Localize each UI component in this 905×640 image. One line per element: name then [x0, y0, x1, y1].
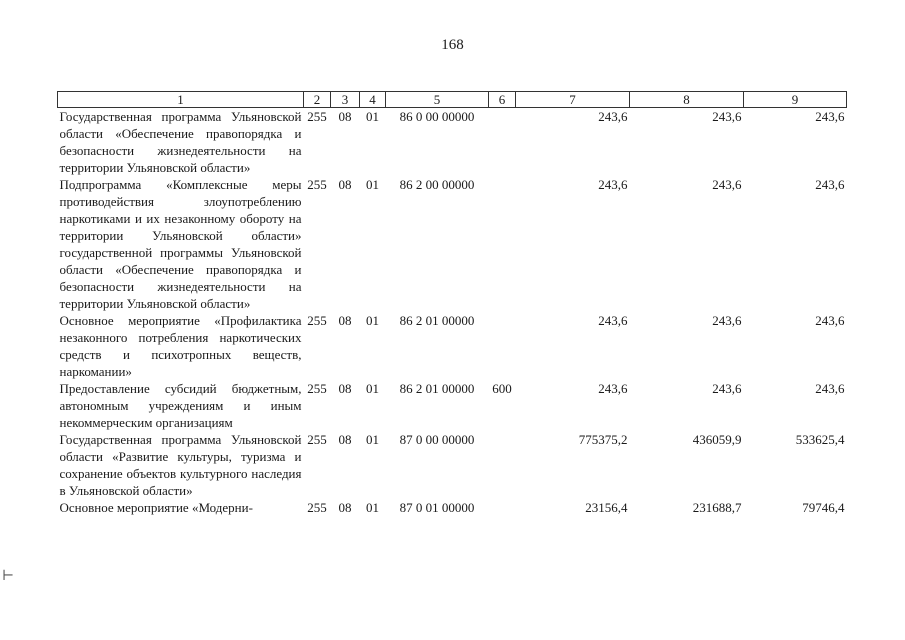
row-name: Подпрограмма «Комплексные меры противодействия злоупотреблению наркотиками и их незаконному обороту на территории Ульяновской области» государственной программы Ульяновской области «Обеспечение правопорядка и безопасности жизнедеятельности на территории Ульяновской области» [59, 177, 302, 311]
row-name: Предоставление субсидий бюджетным, автономным учреждениям и иным некоммерческим организациям [59, 381, 302, 430]
column-header: 6 [489, 92, 516, 108]
amount-col7: 23156,4 [585, 500, 628, 515]
row-name: Государственная программа Ульяновской области «Обеспечение правопорядка и безопасности жизнедеятельности на территории Ульяновской области» [59, 109, 302, 175]
column-header: 3 [331, 92, 360, 108]
table-row [58, 499, 847, 516]
amount-col8: 243,6 [712, 109, 742, 124]
amount-col8: 243,6 [712, 177, 742, 192]
grbs-code: 255 [307, 432, 327, 447]
amount-col9: 243,6 [815, 177, 845, 192]
column-header: 4 [360, 92, 386, 108]
page-number: 168 [441, 37, 464, 53]
table-row [58, 108, 847, 177]
expense-type-code [489, 108, 516, 177]
section-code: 08 [338, 500, 352, 515]
target-article-code: 87 0 01 00000 [399, 500, 475, 515]
subsection-code: 01 [366, 500, 379, 515]
amount-col7: 243,6 [598, 109, 628, 124]
column-header: 7 [516, 92, 630, 108]
grbs-code: 255 [307, 109, 327, 124]
amount-col8: 231688,7 [692, 500, 742, 515]
column-header: 8 [630, 92, 744, 108]
row-name: Основное мероприятие «Профилактика незаконного потребления наркотических средств и психотропных веществ, наркомании» [59, 313, 302, 379]
target-article-code: 86 2 00 00000 [399, 177, 475, 192]
grbs-code: 255 [307, 500, 327, 515]
grbs-code: 255 [307, 313, 327, 328]
subsection-code: 01 [366, 109, 379, 124]
amount-col9: 79746,4 [802, 500, 845, 515]
amount-col9: 533625,4 [795, 432, 845, 447]
table-row [58, 176, 847, 312]
margin-mark: ⊢ [2, 569, 15, 584]
grbs-code: 255 [307, 381, 327, 396]
section-code: 08 [338, 313, 352, 328]
amount-col7: 243,6 [598, 177, 628, 192]
amount-col9: 243,6 [815, 381, 845, 396]
amount-col7: 775375,2 [578, 432, 628, 447]
amount-col7: 243,6 [598, 313, 628, 328]
column-header: 9 [744, 92, 847, 108]
amount-col8: 243,6 [712, 313, 742, 328]
table-row [58, 431, 847, 499]
expense-type-code [489, 499, 516, 516]
expense-type-code: 600 [492, 381, 512, 396]
column-header: 5 [386, 92, 489, 108]
section-code: 08 [338, 432, 352, 447]
grbs-code: 255 [307, 177, 327, 192]
row-name: Основное мероприятие «Модерни- [59, 500, 253, 515]
section-code: 08 [338, 381, 352, 396]
subsection-code: 01 [366, 177, 379, 192]
budget-table [57, 91, 847, 516]
table-row [58, 380, 847, 431]
target-article-code: 86 2 01 00000 [399, 381, 475, 396]
subsection-code: 01 [366, 432, 379, 447]
target-article-code: 86 0 00 00000 [399, 109, 475, 124]
target-article-code: 87 0 00 00000 [399, 432, 475, 447]
subsection-code: 01 [366, 313, 379, 328]
column-header: 1 [58, 92, 304, 108]
section-code: 08 [338, 177, 352, 192]
column-header: 2 [304, 92, 331, 108]
amount-col8: 243,6 [712, 381, 742, 396]
row-name: Государственная программа Ульяновской области «Развитие культуры, туризма и сохранение объектов культурного наследия в Ульяновской области» [59, 432, 302, 498]
amount-col7: 243,6 [598, 381, 628, 396]
target-article-code: 86 2 01 00000 [399, 313, 475, 328]
header-row [58, 92, 847, 108]
expense-type-code [489, 176, 516, 312]
subsection-code: 01 [366, 381, 379, 396]
section-code: 08 [338, 109, 352, 124]
amount-col8: 436059,9 [692, 432, 742, 447]
expense-type-code [489, 431, 516, 499]
expense-type-code [489, 312, 516, 380]
amount-col9: 243,6 [815, 313, 845, 328]
table-row [58, 312, 847, 380]
amount-col9: 243,6 [815, 109, 845, 124]
